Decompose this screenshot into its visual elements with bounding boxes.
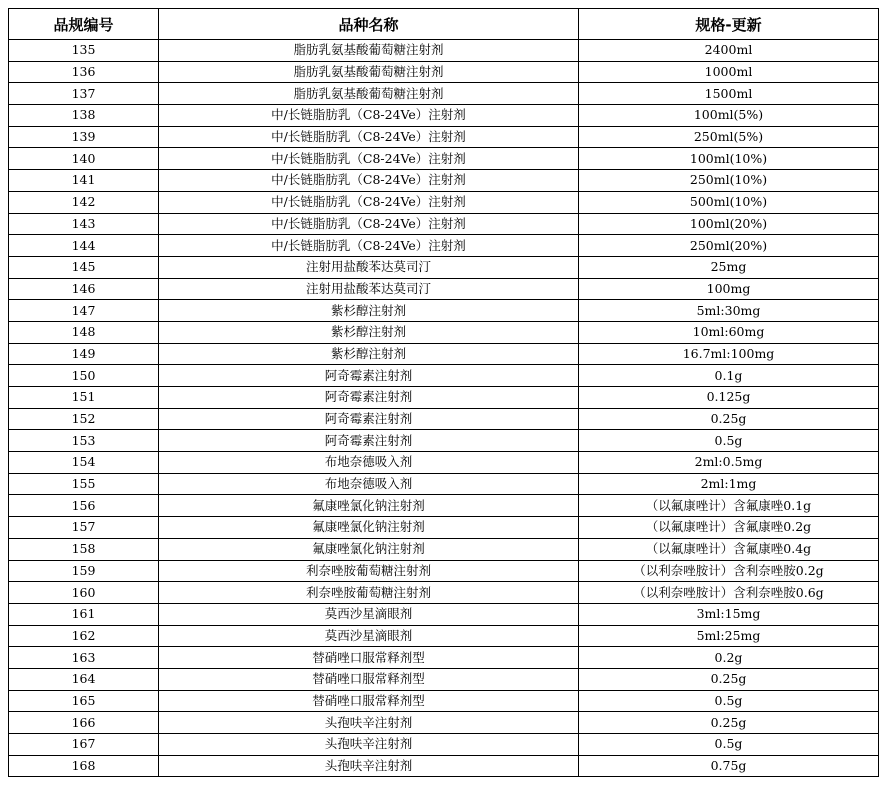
table-row bbox=[9, 647, 879, 669]
cell-specification: 1000ml bbox=[579, 61, 879, 83]
table-row bbox=[9, 61, 879, 83]
cell-product-name: 替硝唑口服常释剂型 bbox=[159, 668, 579, 690]
cell-specification: 0.5g bbox=[579, 734, 879, 756]
cell-product-code: 164 bbox=[9, 668, 159, 690]
table-row bbox=[9, 690, 879, 712]
cell-product-code: 149 bbox=[9, 343, 159, 365]
table-row bbox=[9, 560, 879, 582]
cell-specification: 5ml:30mg bbox=[579, 300, 879, 322]
cell-specification: 10ml:60mg bbox=[579, 321, 879, 343]
cell-specification: 100ml(20%) bbox=[579, 213, 879, 235]
cell-specification: 2ml:1mg bbox=[579, 473, 879, 495]
cell-specification: 0.25g bbox=[579, 668, 879, 690]
cell-product-name: 中/长链脂肪乳（C8-24Ve）注射剂 bbox=[159, 105, 579, 127]
cell-product-name: 中/长链脂肪乳（C8-24Ve）注射剂 bbox=[159, 170, 579, 192]
cell-specification: 0.125g bbox=[579, 387, 879, 409]
table-row bbox=[9, 538, 879, 560]
cell-product-name: 阿奇霉素注射剂 bbox=[159, 430, 579, 452]
table-row bbox=[9, 668, 879, 690]
cell-specification: 250ml(10%) bbox=[579, 170, 879, 192]
cell-product-code: 165 bbox=[9, 690, 159, 712]
table-row bbox=[9, 387, 879, 409]
cell-product-code: 167 bbox=[9, 734, 159, 756]
cell-product-code: 163 bbox=[9, 647, 159, 669]
cell-specification: 2ml:0.5mg bbox=[579, 452, 879, 474]
cell-product-name: 莫西沙星滴眼剂 bbox=[159, 603, 579, 625]
cell-product-code: 161 bbox=[9, 603, 159, 625]
cell-product-code: 138 bbox=[9, 105, 159, 127]
cell-product-name: 紫杉醇注射剂 bbox=[159, 321, 579, 343]
cell-specification: 0.5g bbox=[579, 430, 879, 452]
cell-product-name: 利奈唑胺葡萄糖注射剂 bbox=[159, 560, 579, 582]
cell-product-code: 151 bbox=[9, 387, 159, 409]
cell-product-code: 152 bbox=[9, 408, 159, 430]
cell-product-code: 168 bbox=[9, 755, 159, 777]
cell-product-code: 145 bbox=[9, 256, 159, 278]
table-row bbox=[9, 430, 879, 452]
cell-product-name: 头孢呋辛注射剂 bbox=[159, 755, 579, 777]
cell-specification: 500ml(10%) bbox=[579, 191, 879, 213]
cell-product-name: 注射用盐酸苯达莫司汀 bbox=[159, 256, 579, 278]
cell-product-code: 166 bbox=[9, 712, 159, 734]
table-row bbox=[9, 105, 879, 127]
cell-specification: 0.5g bbox=[579, 690, 879, 712]
table-row bbox=[9, 300, 879, 322]
cell-product-code: 154 bbox=[9, 452, 159, 474]
cell-specification: 0.1g bbox=[579, 365, 879, 387]
cell-product-name: 头孢呋辛注射剂 bbox=[159, 734, 579, 756]
cell-product-code: 155 bbox=[9, 473, 159, 495]
cell-product-name: 阿奇霉素注射剂 bbox=[159, 365, 579, 387]
cell-product-name: 替硝唑口服常释剂型 bbox=[159, 690, 579, 712]
cell-specification: 100mg bbox=[579, 278, 879, 300]
cell-product-name: 莫西沙星滴眼剂 bbox=[159, 625, 579, 647]
cell-product-code: 148 bbox=[9, 321, 159, 343]
header-specification: 规格-更新 bbox=[579, 9, 879, 40]
cell-product-name: 注射用盐酸苯达莫司汀 bbox=[159, 278, 579, 300]
cell-specification: （以氟康唑计）含氟康唑0.2g bbox=[579, 517, 879, 539]
cell-specification: 100ml(10%) bbox=[579, 148, 879, 170]
cell-specification: 0.2g bbox=[579, 647, 879, 669]
table-row bbox=[9, 235, 879, 257]
table-row bbox=[9, 256, 879, 278]
cell-product-name: 利奈唑胺葡萄糖注射剂 bbox=[159, 582, 579, 604]
cell-product-name: 阿奇霉素注射剂 bbox=[159, 387, 579, 409]
header-row bbox=[9, 9, 879, 40]
table-row bbox=[9, 365, 879, 387]
table-row bbox=[9, 213, 879, 235]
cell-product-code: 137 bbox=[9, 83, 159, 105]
cell-specification: 0.75g bbox=[579, 755, 879, 777]
table-row bbox=[9, 603, 879, 625]
cell-specification: （以利奈唑胺计）含利奈唑胺0.2g bbox=[579, 560, 879, 582]
cell-specification: 0.25g bbox=[579, 712, 879, 734]
table-row bbox=[9, 734, 879, 756]
cell-product-name: 替硝唑口服常释剂型 bbox=[159, 647, 579, 669]
cell-product-code: 162 bbox=[9, 625, 159, 647]
table-row bbox=[9, 473, 879, 495]
cell-product-code: 146 bbox=[9, 278, 159, 300]
cell-product-code: 156 bbox=[9, 495, 159, 517]
cell-product-code: 143 bbox=[9, 213, 159, 235]
cell-product-code: 150 bbox=[9, 365, 159, 387]
table-row bbox=[9, 712, 879, 734]
cell-product-code: 158 bbox=[9, 538, 159, 560]
cell-product-name: 布地奈德吸入剂 bbox=[159, 473, 579, 495]
cell-product-name: 中/长链脂肪乳（C8-24Ve）注射剂 bbox=[159, 235, 579, 257]
cell-product-name: 中/长链脂肪乳（C8-24Ve）注射剂 bbox=[159, 191, 579, 213]
cell-product-code: 140 bbox=[9, 148, 159, 170]
cell-product-name: 中/长链脂肪乳（C8-24Ve）注射剂 bbox=[159, 126, 579, 148]
cell-product-name: 中/长链脂肪乳（C8-24Ve）注射剂 bbox=[159, 213, 579, 235]
table-row bbox=[9, 517, 879, 539]
cell-product-name: 布地奈德吸入剂 bbox=[159, 452, 579, 474]
table-row bbox=[9, 755, 879, 777]
cell-product-name: 脂肪乳氨基酸葡萄糖注射剂 bbox=[159, 40, 579, 62]
table-row bbox=[9, 408, 879, 430]
spec-table bbox=[8, 8, 879, 777]
cell-product-name: 中/长链脂肪乳（C8-24Ve）注射剂 bbox=[159, 148, 579, 170]
table-row bbox=[9, 191, 879, 213]
cell-product-code: 159 bbox=[9, 560, 159, 582]
table-row bbox=[9, 343, 879, 365]
table-row bbox=[9, 40, 879, 62]
cell-specification: 250ml(5%) bbox=[579, 126, 879, 148]
cell-product-name: 紫杉醇注射剂 bbox=[159, 300, 579, 322]
header-product-name: 品种名称 bbox=[159, 9, 579, 40]
cell-specification: 3ml:15mg bbox=[579, 603, 879, 625]
cell-specification: 0.25g bbox=[579, 408, 879, 430]
cell-specification: 2400ml bbox=[579, 40, 879, 62]
table-row bbox=[9, 83, 879, 105]
cell-product-code: 147 bbox=[9, 300, 159, 322]
cell-product-code: 135 bbox=[9, 40, 159, 62]
cell-product-code: 136 bbox=[9, 61, 159, 83]
cell-specification: 250ml(20%) bbox=[579, 235, 879, 257]
table-body bbox=[9, 40, 879, 777]
cell-product-name: 紫杉醇注射剂 bbox=[159, 343, 579, 365]
cell-product-name: 氟康唑氯化钠注射剂 bbox=[159, 495, 579, 517]
cell-product-code: 142 bbox=[9, 191, 159, 213]
cell-specification: 1500ml bbox=[579, 83, 879, 105]
cell-product-code: 160 bbox=[9, 582, 159, 604]
cell-specification: （以氟康唑计）含氟康唑0.1g bbox=[579, 495, 879, 517]
table-row bbox=[9, 170, 879, 192]
table-row bbox=[9, 278, 879, 300]
cell-specification: 16.7ml:100mg bbox=[579, 343, 879, 365]
cell-specification: （以氟康唑计）含氟康唑0.4g bbox=[579, 538, 879, 560]
table-row bbox=[9, 126, 879, 148]
cell-product-code: 139 bbox=[9, 126, 159, 148]
header-product-code: 品规编号 bbox=[9, 9, 159, 40]
table-row bbox=[9, 582, 879, 604]
cell-specification: 5ml:25mg bbox=[579, 625, 879, 647]
cell-product-code: 144 bbox=[9, 235, 159, 257]
table-row bbox=[9, 148, 879, 170]
cell-product-name: 阿奇霉素注射剂 bbox=[159, 408, 579, 430]
table-row bbox=[9, 321, 879, 343]
cell-product-name: 氟康唑氯化钠注射剂 bbox=[159, 538, 579, 560]
table-row bbox=[9, 625, 879, 647]
cell-product-name: 脂肪乳氨基酸葡萄糖注射剂 bbox=[159, 83, 579, 105]
cell-specification: 100ml(5%) bbox=[579, 105, 879, 127]
cell-specification: （以利奈唑胺计）含利奈唑胺0.6g bbox=[579, 582, 879, 604]
cell-product-name: 脂肪乳氨基酸葡萄糖注射剂 bbox=[159, 61, 579, 83]
table-row bbox=[9, 495, 879, 517]
cell-product-code: 157 bbox=[9, 517, 159, 539]
cell-product-code: 141 bbox=[9, 170, 159, 192]
table-row bbox=[9, 452, 879, 474]
cell-product-name: 头孢呋辛注射剂 bbox=[159, 712, 579, 734]
cell-product-code: 153 bbox=[9, 430, 159, 452]
cell-product-name: 氟康唑氯化钠注射剂 bbox=[159, 517, 579, 539]
spec-table-sheet bbox=[8, 8, 879, 777]
cell-specification: 25mg bbox=[579, 256, 879, 278]
